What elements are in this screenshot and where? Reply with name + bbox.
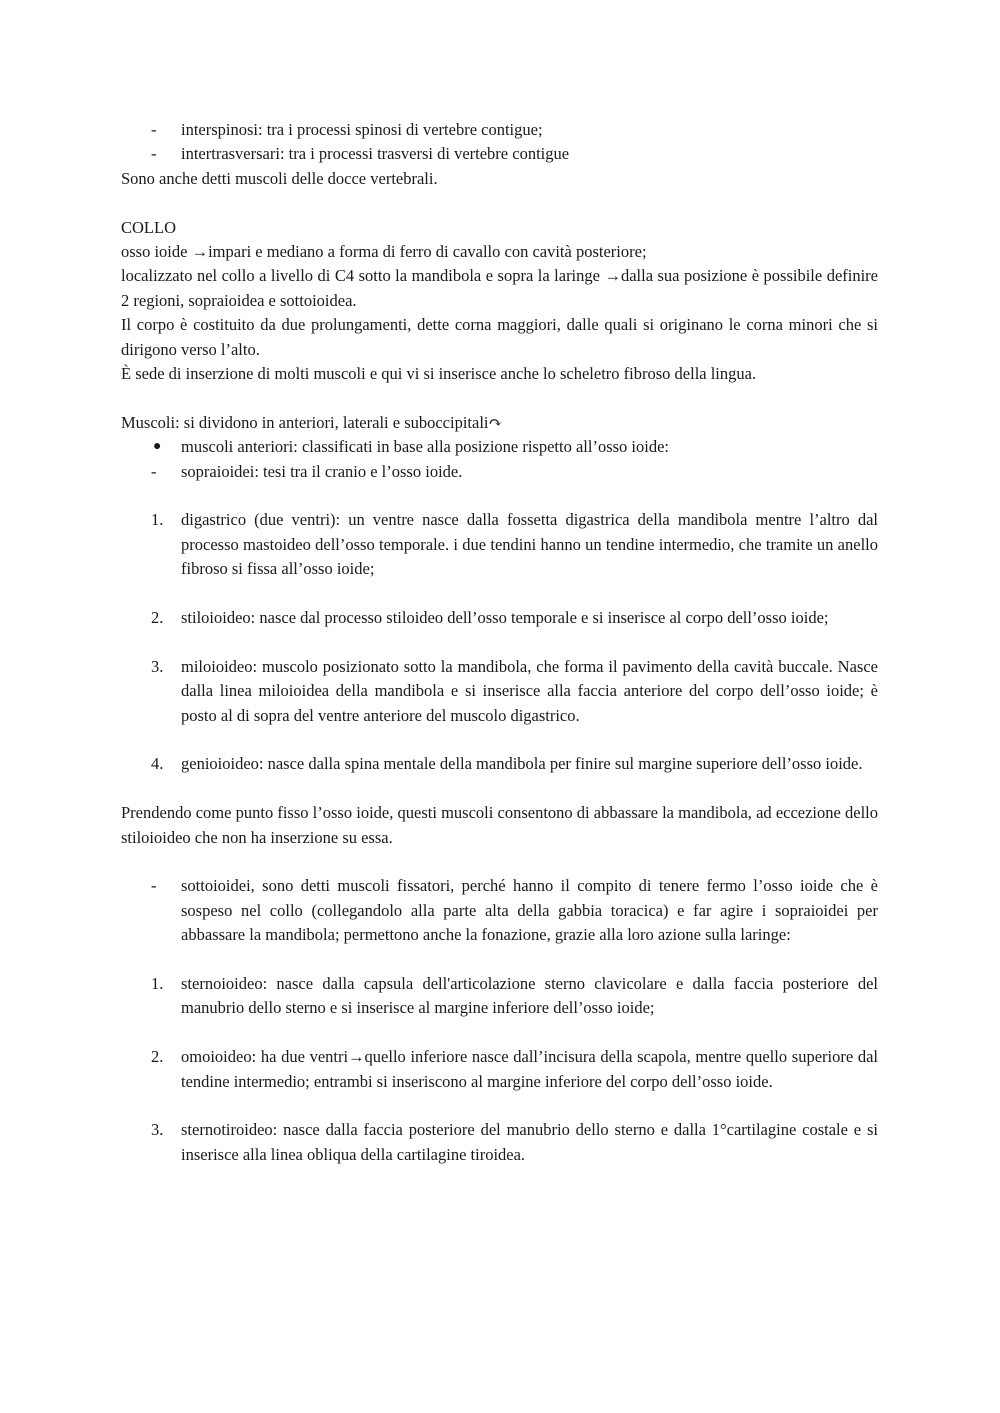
number-marker: 3.: [151, 1120, 164, 1140]
number-marker: 3.: [151, 656, 164, 676]
list-item-text: miloioideo: muscolo posizionato sotto la mandibola, che forma il pavimento della cavità buccale. Nasce dalla linea miloioidea della mandibola e si inserisce alla faccia anteriore del corpo dell’osso ioide; è posto al di sopra del ventre anteriore del muscolo digastrico.: [181, 656, 878, 725]
list-item-genioioideo: [121, 752, 878, 776]
paragraph-muscoli: Muscoli: si dividono in anteriori, laterali e suboccipitali↷: [121, 412, 503, 432]
list-item-text: sopraioidei: tesi tra il cranio e l’osso ioide.: [181, 461, 463, 481]
list-item-digastrico: [121, 508, 878, 581]
list-item-text: interspinosi: tra i processi spinosi di vertebre contigue;: [181, 120, 543, 139]
list-item-sternotiroideo: [121, 1118, 878, 1167]
list-item-omoioideo: [121, 1045, 878, 1094]
list-item-interspinosi: [121, 118, 878, 142]
document-page: [121, 118, 878, 1167]
number-marker: 1.: [151, 974, 164, 994]
paragraph-prendendo: Prendendo come punto fisso l’osso ioide, questi muscoli consentono di abbassare la mandibola, ad eccezione dello stiloioideo che non ha inserzione su essa.: [121, 803, 878, 847]
list-item-text: stiloioideo: nasce dal processo stiloideo dell’osso temporale e si inserisce al corpo dell’osso ioide;: [181, 608, 829, 628]
list-item-text: muscoli anteriori: classificati in base alla posizione rispetto all’osso ioide:: [181, 437, 669, 457]
dash-marker: -: [151, 461, 157, 481]
list-item-text: digastrico (due ventri): un ventre nasce dalla fossetta digastrica della mandibola mentre l’altro dal processo mastoideo dell’osso temporale. i due tendini hanno un tendine intermedio, che tramite un anello fibroso si fissa all’osso ioide;: [181, 510, 878, 579]
bullet-marker: ●: [153, 439, 162, 455]
list-item-sternoioideo: [121, 972, 878, 1021]
list-item-sopraioidei: [121, 460, 878, 484]
list-item-miloioideo: [121, 655, 878, 728]
paragraph-localizzazione: localizzato nel collo a livello di C4 sotto la mandibola e sopra la laringe →dalla sua posizione è possibile definire 2 regioni, sopraioidea e sottoioidea.: [121, 266, 878, 310]
number-marker: 2.: [151, 608, 164, 628]
paragraph-sede: È sede di inserzione di molti muscoli e qui vi si inserisce anche lo scheletro fibroso della lingua.: [121, 364, 757, 384]
section-heading-collo: COLLO: [121, 217, 176, 237]
dash-marker: -: [151, 144, 157, 164]
list-item-stiloioideo: [121, 606, 878, 630]
list-item-text: sternotiroideo: nasce dalla faccia posteriore del manubrio dello sterno e dalla 1°cartilagine costale e si inserisce alla linea obliqua della cartilagine tiroidea.: [181, 1120, 878, 1164]
paragraph-corpo: Il corpo è costituito da due prolungamenti, dette corna maggiori, dalle quali si originano le corna minori che si dirigono verso l’alto.: [121, 315, 878, 359]
paragraph-docce: Sono anche detti muscoli delle docce vertebrali.: [121, 168, 438, 188]
number-marker: 1.: [151, 510, 164, 530]
number-marker: 2.: [151, 1047, 164, 1067]
list-item-text: genioioideo: nasce dalla spina mentale della mandibola per finire sul margine superiore dell’osso ioide.: [181, 754, 863, 774]
number-marker: 4.: [151, 754, 164, 774]
list-item-intertrasversari: [121, 142, 878, 166]
list-item-text: sottoioidei, sono detti muscoli fissatori, perché hanno il compito di tenere fermo l’osso ioide che è sospeso nel collo (collegandolo alla parte alta della gabbia toracica) e far agire i sopraioidei per abbassare la mandibola; permettono anche la fonazione, grazie alla loro azione sulla laringe:: [181, 876, 878, 945]
list-item-sottoioidei: [121, 874, 878, 947]
paragraph-osso-ioide: osso ioide →impari e mediano a forma di ferro di cavallo con cavità posteriore;: [121, 242, 647, 262]
list-item-anteriori: [121, 435, 878, 459]
list-item-text: sternoioideo: nasce dalla capsula dell'articolazione sterno clavicolare e dalla faccia posteriore del manubrio dello sterno e si inserisce al margine inferiore dell’osso ioide;: [181, 974, 878, 1018]
dash-marker: -: [151, 876, 157, 896]
list-item-text: intertrasversari: tra i processi trasversi di vertebre contigue: [181, 144, 570, 164]
dash-marker: -: [151, 120, 157, 139]
list-item-text: omoioideo: ha due ventri→quello inferiore nasce dall’incisura della scapola, mentre quello superiore dal tendine intermedio; entrambi si inseriscono al margine inferiore del corpo dell’osso ioide.: [181, 1047, 878, 1091]
